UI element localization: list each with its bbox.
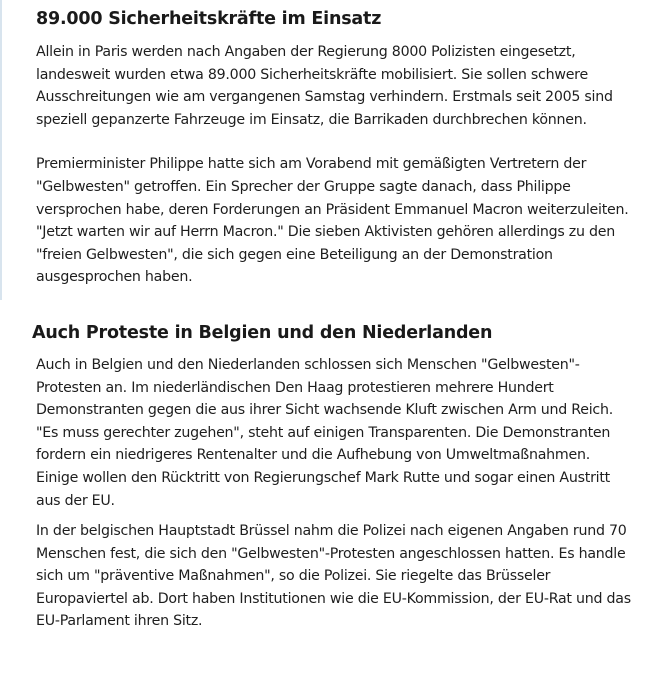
paragraph-paris-police: Allein in Paris werden nach Angaben der Regierung 8000 Polizisten eingesetzt, landesweit wurden etwa 89.000 Sicherheitskräfte mobilisiert. Sie sollen schwere Ausschreitungen wie am vergangenen Samstag verhindern. Erstmals seit 2005 sind speziell gepanzerte Fahrzeuge im Einsatz, die Barrikaden durchbrechen können. [36, 44, 613, 128]
paragraph-den-haag-protests: Auch in Belgien und den Niederlanden schlossen sich Menschen "Gelbwesten"- Protesten an. Im niederländischen Den Haag protestieren mehrere Hundert Demonstranten gegen die aus ihrer Sicht wachsende Kluft zwischen Arm und Reich. "Es muss gerechter zugehen", steht auf einigen Transparenten. Die Demonstranten fordern ein niedrigeres Rentenalter und die Aufhebung von Umweltmaßnahmen. Einige wollen den Rücktritt von Regierungschef Mark Rutte und sogar einen Austritt aus der EU. [36, 356, 613, 509]
section-heading-belgium-netherlands: Auch Proteste in Belgien und den Niederlanden [32, 322, 493, 343]
left-edge-rule [0, 0, 2, 300]
section-heading-security-forces: 89.000 Sicherheitskräfte im Einsatz [36, 9, 382, 29]
section-security-forces [36, 6, 636, 289]
section-belgium-netherlands [32, 320, 636, 633]
article-body [32, 6, 636, 633]
paragraph-brussels-arrests: In der belgischen Hauptstadt Brüssel nahm die Polizei nach eigenen Angaben rund 70 Menschen fest, die sich den "Gelbwesten"-Protesten angeschlossen hatten. Es handle sich um "präventive Maßnahmen", so die Polizei. Sie riegelte das Brüsseler Europaviertel ab. Dort haben Institutionen wie die EU-Kommission, der EU-Rat und das EU-Parlament ihren Sitz. [36, 523, 631, 630]
paragraph-philippe-meeting: Premierminister Philippe hatte sich am Vorabend mit gemäßigten Vertretern der "Gelbwesten" getroffen. Ein Sprecher der Gruppe sagte danach, dass Philippe versprochen habe, deren Forderungen an Präsident Emmanuel Macron weiterzuleiten. "Jetzt warten wir auf Herrn Macron." Die sieben Aktivisten gehören allerdings zu den "freien Gelbwesten", die sich gegen eine Beteiligung an der Demonstration ausgesprochen haben. [36, 156, 629, 286]
